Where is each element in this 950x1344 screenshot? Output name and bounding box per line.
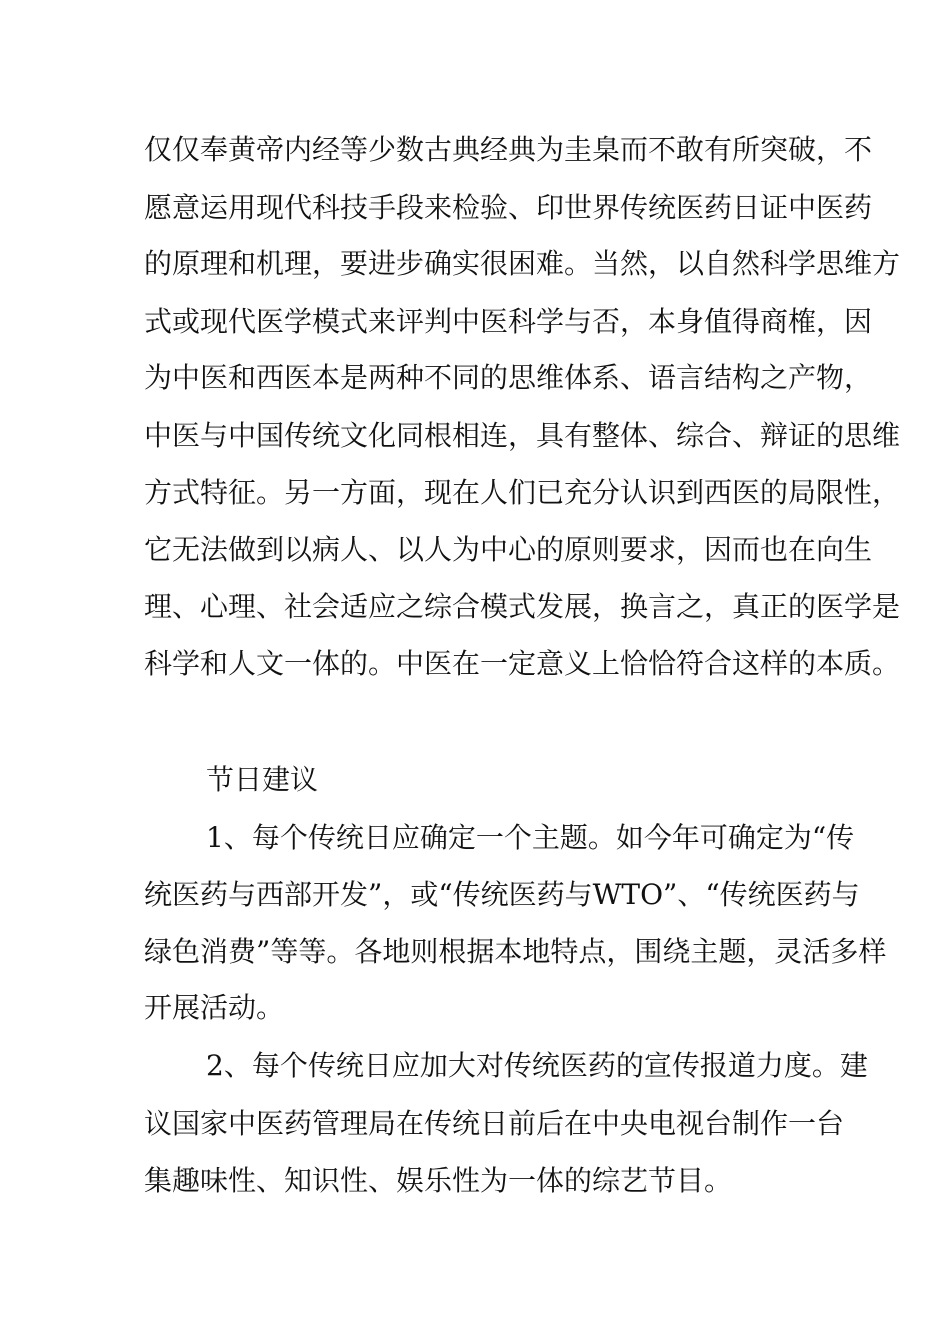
paragraph-line: 式或现代医学模式来评判中医科学与否，本身值得商榷，因	[144, 305, 873, 338]
list-item-line: 1、每个传统日应确定一个主题。如今年可确定为“传	[206, 821, 855, 854]
section-heading: 节日建议	[206, 763, 319, 796]
list-item-line: 集趣味性、知识性、娱乐性为一体的综艺节目。	[144, 1164, 733, 1197]
paragraph-line: 仅仅奉黄帝内经等少数古典经典为圭臬而不敢有所突破，不	[144, 133, 873, 166]
paragraph-line: 方式特征。另一方面，现在人们已充分认识到西医的局限性，	[144, 476, 901, 509]
paragraph-line: 它无法做到以病人、以人为中心的原则要求，因而也在向生	[144, 533, 873, 566]
list-item-line: 议国家中医药管理局在传统日前后在中央电视台制作一台	[144, 1107, 845, 1140]
paragraph-line: 的原理和机理，要进步确实很困难。当然，以自然科学思维方	[144, 247, 901, 280]
list-item-line: 绿色消费”等等。各地则根据本地特点，围绕主题，灵活多样	[144, 935, 887, 968]
list-item-line: 开展活动。	[144, 991, 285, 1024]
paragraph-line: 中医与中国传统文化同根相连，具有整体、综合、辩证的思维	[144, 419, 901, 452]
list-item-line: 统医药与西部开发”，或“传统医药与WTO”、“传统医药与	[144, 878, 860, 911]
paragraph-line: 愿意运用现代科技手段来检验、印世界传统医药日证中医药	[144, 191, 873, 224]
paragraph-line: 科学和人文一体的。中医在一定意义上恰恰符合这样的本质。	[144, 647, 901, 680]
paragraph-line: 理、心理、社会适应之综合模式发展，换言之，真正的医学是	[144, 590, 901, 623]
paragraph-line: 为中医和西医本是两种不同的思维体系、语言结构之产物，	[144, 361, 873, 394]
list-item-line: 2、每个传统日应加大对传统医药的宣传报道力度。建	[206, 1049, 868, 1082]
